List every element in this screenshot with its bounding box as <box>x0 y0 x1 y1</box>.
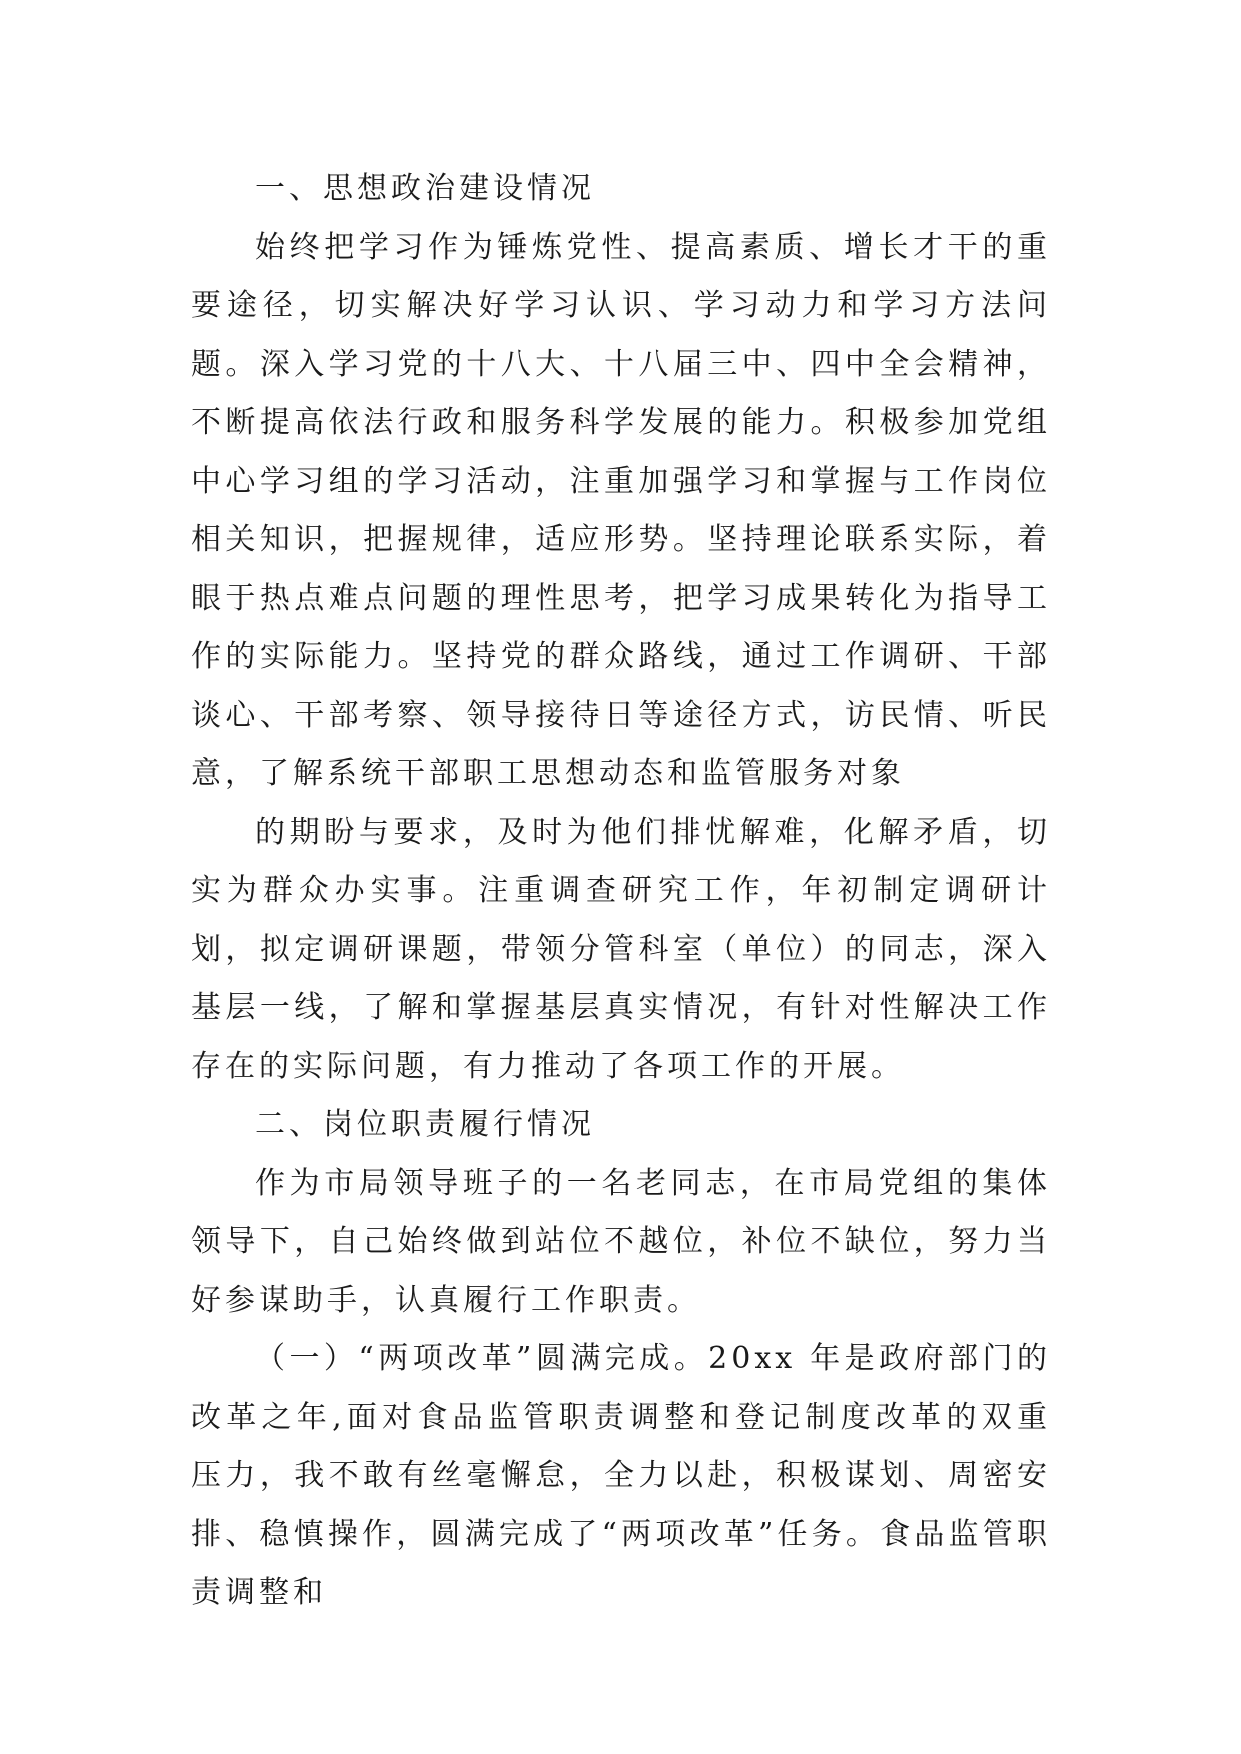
paragraph-2: 的期盼与要求，及时为他们排忧解难，化解矛盾，切实为群众办实事。注重调查研究工作，年初制定调研计划，拟定调研课题，带领分管科室（单位）的同志，深入基层一线，了解和掌握基层真实情况，有针对性解决工作存在的实际问题，有力推动了各项工作的开展。 <box>191 814 1051 1084</box>
document-body <box>191 160 1051 1623</box>
paragraph-3: 作为市局领导班子的一名老同志，在市局党组的集体领导下，自己始终做到站位不越位，补位不缺位，努力当好参谋助手，认真履行工作职责。 <box>191 1165 1051 1318</box>
section-heading-2: 二、岗位职责履行情况 <box>255 1107 595 1142</box>
section-heading-1: 一、思想政治建设情况 <box>255 171 595 206</box>
paragraph-1: 始终把学习作为锤炼党性、提高素质、增长才干的重要途径，切实解决好学习认识、学习动力和学习方法问题。深入学习党的十八大、十八届三中、四中全会精神，不断提高依法行政和服务科学发展的能力。积极参加党组中心学习组的学习活动，注重加强学习和掌握与工作岗位相关知识，把握规律，适应形势。坚持理论联系实际，着眼于热点难点问题的理性思考，把学习成果转化为指导工作的实际能力。坚持党的群众路线，通过工作调研、干部谈心、干部考察、领导接待日等途径方式，访民情、听民意，了解系统干部职工思想动态和监管服务对象 <box>191 229 1051 791</box>
paragraph-4: （一）“两项改革”圆满完成。20xx 年是政府部门的改革之年,面对食品监管职责调整和登记制度改革的双重压力，我不敢有丝毫懈怠，全力以赴，积极谋划、周密安排、稳慎操作，圆满完成了“两项改革”任务。食品监管职责调整和 <box>191 1341 1051 1610</box>
